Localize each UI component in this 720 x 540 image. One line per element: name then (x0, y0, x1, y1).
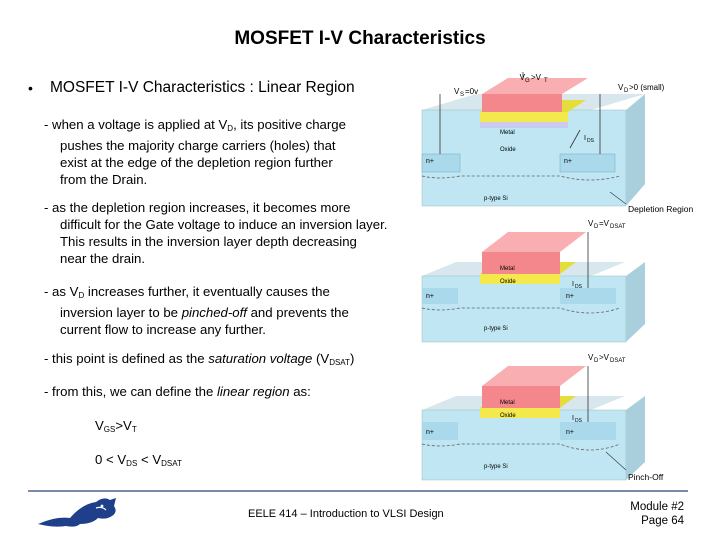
label-nplus-left: n+ (426, 429, 434, 436)
label-vd-tail-sub: DSAT (610, 224, 626, 230)
label-ids: I (572, 415, 574, 422)
label-vg-tail: >V (531, 73, 542, 82)
label-oxide: Oxide (500, 413, 516, 419)
label-nplus-left: n+ (426, 293, 434, 300)
label-ids: I (584, 135, 586, 142)
bullet-marker: • (28, 80, 33, 96)
label-vs: V (454, 87, 460, 96)
slide-title: MOSFET I-V Characteristics (234, 28, 486, 49)
label-vd-tail: >0 (small) (629, 83, 665, 92)
label-ids-sub: DS (587, 138, 594, 144)
label-depletion-region: Depletion Region (628, 204, 694, 214)
label-vg-tail-sub: T (544, 78, 548, 84)
footer-divider (28, 490, 688, 492)
label-vd-tail: =V (599, 219, 610, 228)
label-nplus-right: n+ (566, 429, 574, 436)
label-vg: V (519, 73, 525, 82)
footer-course: EELE 414 – Introduction to VLSI Design (248, 508, 444, 520)
label-vd-sub: D (624, 88, 629, 94)
mosfet-diagram-linear (420, 72, 710, 216)
label-vd: V (588, 353, 594, 362)
mosfet-diagram-pinch-off (420, 352, 710, 488)
label-vd-tail-sub: DSAT (610, 358, 626, 364)
section-heading: MOSFET I-V Characteristics : Linear Region (50, 79, 355, 96)
label-vd: V (588, 219, 594, 228)
mosfet-diagram-saturation (420, 218, 710, 344)
footer-module (622, 500, 684, 528)
label-ids: I (572, 281, 574, 288)
label-vd-tail: >V (599, 353, 610, 362)
label-vd: V (618, 83, 624, 92)
label-nplus-right: n+ (566, 293, 574, 300)
label-substrate: p-type Si (484, 196, 508, 202)
label-metal: Metal (500, 266, 515, 272)
label-metal: Metal (500, 400, 515, 406)
paragraph-linear-region: - from this, we can define the linear region as: (44, 384, 311, 399)
paragraph-depletion-increase: - as the depletion region increases, it becomes more difficult for the Gate voltage to induce an inversion layer. This results in the inversion layer depth decreasing near the drain. (44, 200, 388, 266)
label-nplus-left: n+ (426, 158, 434, 165)
label-nplus-right: n+ (564, 158, 572, 165)
label-oxide: Oxide (500, 279, 516, 285)
bobcat-logo-icon (36, 494, 120, 530)
label-oxide: Oxide (500, 147, 516, 153)
label-substrate: p-type Si (484, 464, 508, 470)
paragraph-saturation-voltage: - this point is defined as the saturation voltage $(V_{DSAT})$ (44, 351, 355, 367)
page-number: Page 64 (641, 515, 684, 527)
label-vd-sub: D (594, 358, 599, 364)
label-pinch-off: Pinch-Off (628, 472, 664, 482)
label-ids-sub: DS (575, 284, 582, 290)
label-vs-tail: =0v (465, 87, 479, 96)
label-vg-sub: G (525, 78, 530, 84)
label-vd-sub: D (594, 224, 599, 230)
module-number: Module #2 (630, 501, 684, 513)
paragraph-pinch-off: - as $V_D$ increases further, it eventually causes the inversion layer to be pinched-off and prevents the current flow to increase any further. (44, 284, 349, 337)
label-vs-sub: S (460, 92, 465, 98)
formula-vgs: $V_{GS}>V_T$ (95, 418, 137, 434)
label-substrate: p-type Si (484, 326, 508, 332)
formula-vds: $0 < V_{DS} < V_{DSAT}$ (95, 452, 182, 468)
label-metal: Metal (500, 130, 515, 136)
label-ids-sub: DS (575, 418, 582, 424)
paragraph-voltage-applied: - when a voltage is applied at $V_D$, its positive charge pushes the majority charge carriers (holes) that exist at the edge of the depletion region further from the Drain. (44, 117, 346, 187)
